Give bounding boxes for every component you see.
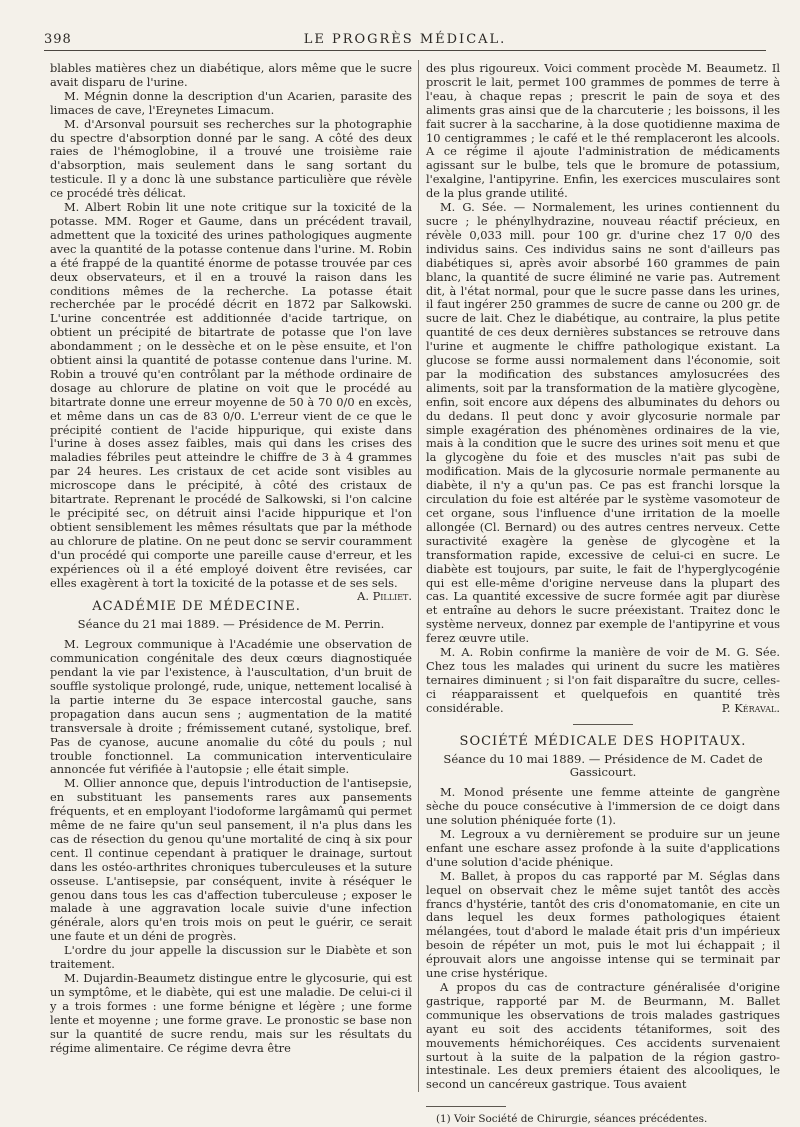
paragraph: L'ordre du jour appelle la discussion sur le Diabète et son traitement. bbox=[50, 943, 412, 972]
running-header bbox=[44, 30, 766, 51]
section-separator bbox=[573, 724, 633, 725]
paragraph: M. G. Sée. — Normalement, les urines contiennent du sucre ; le phénylhydrazine, nouveau réactif précieux, en révèle 0,033 mill. pour 100 gr. d'urine chez 17 0/0 des individus sains. Ces individus sains ne sont d'ailleurs pas diabétiques si, après avoir absorbé 160 grammes de pain blanc, la quantité de sucre éliminé ne varie pas. Autrement dit, à l'état normal, pour que le sucre passe dans les urines, il faut ingérer 250 grammes de sucre de canne ou 200 gr. de sucre de lait. Chez le diabétique, au contraire, la plus petite quantité de ces deux dernières substances se retrouve dans l'urine et augmente le chiffre pathologique existant. La glucose se forme aussi normalement dans l'économie, soit par la modification des substances amylosucrées des aliments, soit par la transformation de la matière glycogène, enfin, soit encore aux dépens des albuminates du dehors ou du dedans. Il peut donc y avoir glycosurie normale par simple exagération des phénomènes ordinaires de la vie, mais à la condition que le sucre des urines soit menu et que la glycogène du foie et des muscles n'ait pas subi de modification. Mais de la glycosurie normale permanente au diabète, il n'y a qu'un pas. Ce pas est franchi lorsque la circulation du foie est altérée par le système vasomoteur de cet organe, sous l'influence d'une irritation de la moelle allongée (Cl. Bernard) ou des autres centres nerveux. Cette suractivité exagère la genèse de glycogène et la transformation rapide, excessive de celui-ci en sucre. Le diabète est toujours, par suite, le fait de l'hyperglycogénie qui est elle-même d'origine nerveuse dans la plupart des cas. La quantité excessive de sucre formée agit par diurèse et entraîne au dehors le sucre préexistant. Traitez donc le système nerveux, donnez par exemple de l'antipyrine et vous ferez œuvre utile. bbox=[426, 200, 780, 646]
paragraph: A propos du cas de contracture généralisée d'origine gastrique, rapporté par M. de Beurmann, M. Ballet communique les observations de trois malades gastriques ayant eu soit des accidents tétaniformes, soit des mouvements hémichoréiques. Ces accidents survenaient surtout à la suite de la palpation de la région gastro-intestinale. Les deux premiers étaient des alcooliques, le second un cancéreux gastrique. Tous avaient bbox=[426, 980, 780, 1092]
paragraph-text: M. Albert Robin lit une note critique sur la toxicité de la potasse. MM. Roger et Gaume, dans un précédent travail, admettent que la toxicité des urines pathologiques augmente avec la quantité de la potasse contenue dans l'urine. M. Robin a été frappé de la quantité énorme de potasse trouvée par ces deux observateurs, et il en a trouvé la raison dans les conditions mêmes de la recherche. La potasse était recherchée par le procédé décrit en 1872 par Salkowski. L'urine concentrée est additionnée d'acide tartrique, on obtient un précipité de bitartrate de potasse que l'on lave abondamment ; on le dessèche et on le pèse ensuite, et l'on obtient ainsi la quantité de potasse contenue dans l'urine. M. Robin a trouvé qu'en contrôlant par la méthode ordinaire de dosage au chlorure de platine on voit que le procédé au bitartrate donne une erreur moyenne de 50 à 70 0/0 en excès, et même dans un cas de 83 0/0. L'erreur vient de ce que le précipité contient de l'acide hippurique, qui existe dans l'urine à doses assez faibles, mais qui dans les crises des maladies fébriles peut atteindre le chiffre de 3 à 4 grammes par 24 heures. Les cristaux de cet acide sont visibles au microscope dans le précipité, à côté des cristaux de bitartrate. Reprenant le procédé de Salkowski, si l'on calcine le précipité sec, on détruit ainsi l'acide hippurique et l'on obtient sensiblement les mêmes résultats que par la méthode au chlorure de platine. On ne peut donc se servir couramment d'un procédé qui comporte une pareille cause d'erreur, et les expériences où il a été employé doivent être revisées, car elles exagèrent à tort la toxicité de la potasse et de ses sels. bbox=[50, 200, 412, 590]
paragraph: M. Legroux a vu dernièrement se produire sur un jeune enfant une eschare assez profonde à la suite d'applications d'une solution d'acide phénique. bbox=[426, 827, 780, 869]
session-line: Séance du 21 mai 1889. — Présidence de M. Perrin. bbox=[77, 617, 385, 632]
section-title: SOCIÉTÉ MÉDICALE DES HOPITAUX. bbox=[459, 733, 747, 749]
column-divider bbox=[418, 60, 419, 1092]
paragraph: M. Dujardin-Beaumetz distingue entre le glycosurie, qui est un symptôme, et le diabète, qui est une maladie. De celui-ci il y a trois formes : une forme bénigne et légère ; une forme lente et moyenne ; une forme grave. Le pronostic se base non sur la quantité de sucre rendu, mais sur les résultats du régime alimentaire. Ce régime devra être bbox=[50, 971, 412, 1055]
paragraph bbox=[50, 200, 412, 604]
paragraph bbox=[426, 646, 780, 716]
paragraph: blables matières chez un diabétique, alors même que le sucre avait disparu de l'urine. bbox=[50, 61, 412, 89]
paragraph: M. Legroux communique à l'Académie une observation de communication congénitale des deux cœurs diagnostiquée pendant la vie par l'existence, à l'auscultation, d'un bruit de souffle systolique prolongé, rude, unique, nettement localisé à la partie interne du 3e espace intercostal gauche, sans propagation dans aucun sens ; augmentation de la matité transversale à droite ; frémissement cutané, systolique, bref. Pas de cyanose, aucune anomalie du côté du pouls ; nul trouble fonctionnel. La communication interventiculaire annoncée fut vérifiée à l'autopsie ; elle était simple. bbox=[50, 637, 412, 777]
author-signature: A. Pilliet. bbox=[357, 589, 412, 604]
footnote-rule bbox=[426, 1106, 506, 1107]
footnote: (1) Voir Société de Chirurgie, séances précédentes. bbox=[436, 1113, 708, 1126]
paragraph: M. Mégnin donne la description d'un Acarien, parasite des limaces de cave, l'Ereynetes Limacum. bbox=[50, 88, 412, 117]
section-title: ACADÉMIE DE MÉDECINE. bbox=[92, 599, 301, 615]
right-column bbox=[426, 62, 780, 1127]
paragraph: M. Monod présente une femme atteinte de gangrène sèche du pouce consécutive à l'immersion de ce doigt dans une solution phéniquée forte (1). bbox=[426, 785, 780, 828]
paragraph-text: M. A. Robin confirme la manière de voir de M. G. Sée. Chez tous les malades qui urinent du sucre les matières ternaires diminuent ; si l'on fait disparaître du sucre, celles-ci réapparaissent et quelquefois en quantité très considérable. bbox=[426, 645, 780, 715]
session-line: Séance du 10 mai 1889. — Présidence de M. Cadet de Gassicourt. bbox=[443, 751, 763, 780]
paragraph: M. Ballet, à propos du cas rapporté par M. Séglas dans lequel on observait chez le même sujet tantôt des accès francs d'hystérie, tantôt des cris d'onomatomanie, en cite un dans lequel les deux formes pathologiques étaient mélangées, tout d'abord le malade était pris d'un impérieux besoin de répéter un mot, puis le mot lui échappait ; il éprouvait alors une angoisse intense qui se terminait par une crise hystérique. bbox=[426, 868, 780, 981]
page-number: 398 bbox=[44, 32, 72, 47]
paragraph: M. Ollier annonce que, depuis l'introduction de l'antisepsie, en substituant les pansements rares aux pansements fréquents, et en employant l'iodoforme largâmamû qui permet même de ne faire qu'un seul pansement, il n'a plus dans les cas de résection du genou qu'une mortalité de cinq à six pour cent. Il continue cependant à pratiquer le drainage, surtout dans les ostéo-arthrites chroniques tuberculeuses et la suture osseuse. L'antisepsie, par conséquent, invite à réséquer le genou dans tous les cas d'affection tuberculeuse ; exposer le malade à une aggravation locale suivie d'une infection générale, alors qu'en trois mois on peut le guérir, ce serait une faute et un déni de progrès. bbox=[50, 776, 412, 944]
left-column bbox=[50, 62, 412, 1055]
paragraph: des plus rigoureux. Voici comment procède M. Beaumetz. Il proscrit le lait, permet 100 grammes de pommes de terre à l'eau, à chaque repas ; prescrit le pain de soya et des aliments gras ainsi que de la charcuterie ; les boissons, il les fait sucrer à la saccharine, à la dose quotidienne maxima de 10 centigrammes ; le café et le thé remplaceront les alcools. A ce régime il ajoute l'administration de médicaments agissant sur le bulbe, tels que le bromure de potassium, l'exalgine, l'antipyrine. Enfin, les exercices musculaires sont de la plus grande utilité. bbox=[426, 61, 780, 201]
journal-title: LE PROGRÈS MÉDICAL. bbox=[303, 32, 507, 47]
paragraph: M. d'Arsonval poursuit ses recherches sur la photographie du spectre d'absorption donné par le sang. A côté des deux raies de l'hémoglobine, il a trouvé une troisième raie d'absorption, mais seulement dans le sang sortant du testicule. Il y a donc là une substance particulière que révèle ce procédé très délicat. bbox=[50, 116, 412, 201]
author-signature: P. Kéraval. bbox=[721, 700, 780, 715]
